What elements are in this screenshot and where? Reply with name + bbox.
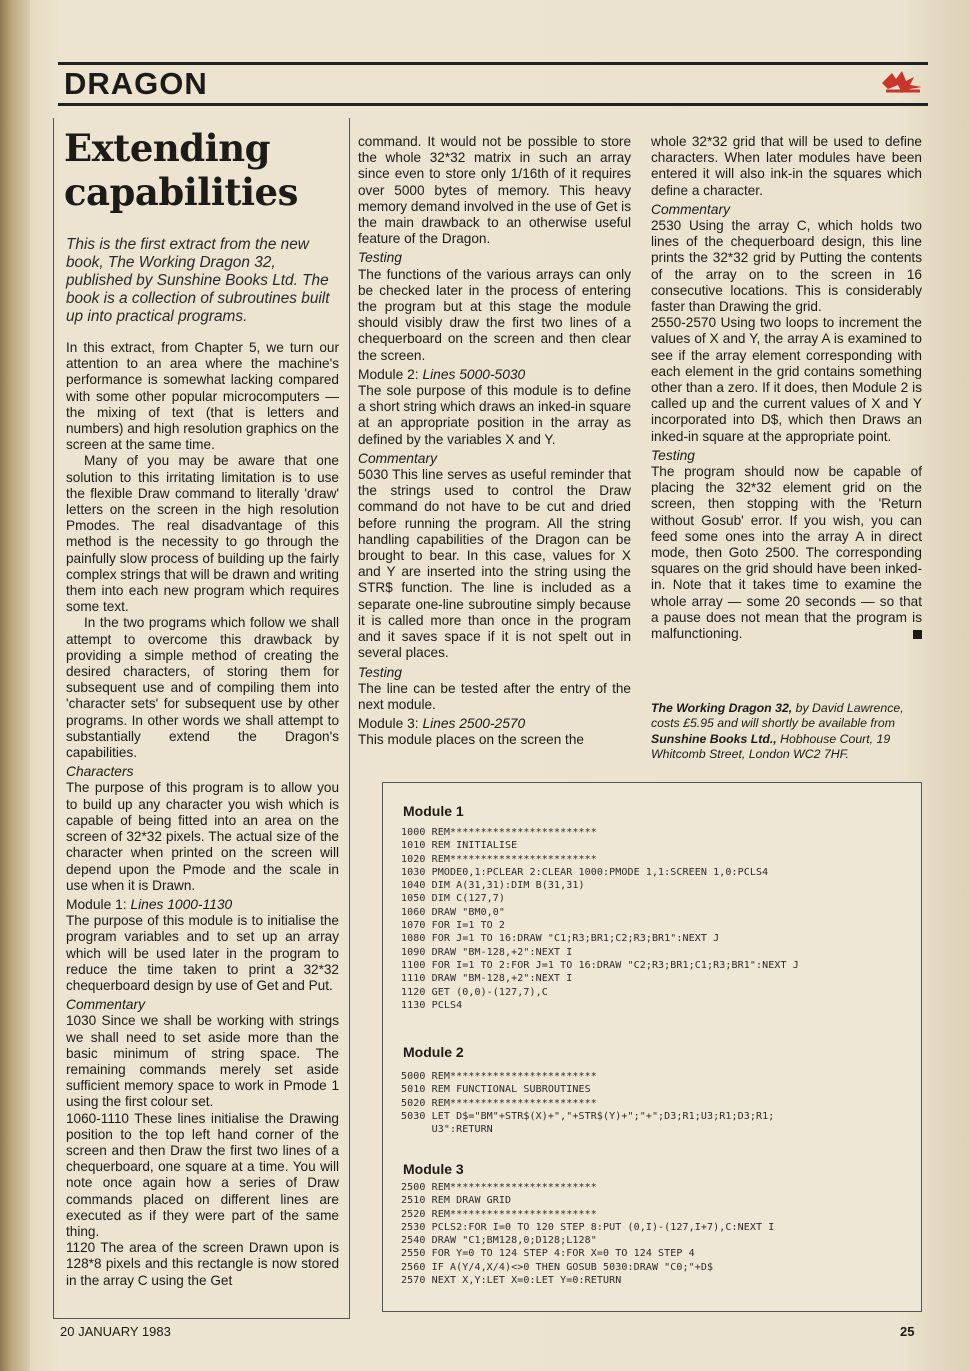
title-line-1: Extending (64, 126, 270, 170)
module-label: Module 2: (358, 366, 419, 382)
listing-module-1-title: Module 1 (403, 803, 464, 819)
subheading-testing: Testing (651, 447, 695, 463)
subheading-commentary: Commentary (66, 997, 145, 1013)
book-credit (651, 701, 923, 763)
listing-module-3-title: Module 3 (403, 1161, 464, 1177)
page-number: 25 (900, 1324, 915, 1339)
module-lines: Lines 1000-1130 (130, 896, 233, 912)
column-3 (651, 134, 922, 642)
credit-address: Hobhouse Court, 19 Whitcomb Street, London WC2 7HF. (651, 731, 891, 762)
program-listing-box (382, 782, 922, 1312)
column-2 (358, 134, 631, 749)
section-title: DRAGON (64, 66, 208, 101)
module-lines: Lines 5000-5030 (422, 366, 526, 382)
paragraph: whole 32*32 grid that will be used to define characters. When later modules have been entered it will also ink-in the squares which define a character. (651, 134, 922, 198)
column-1 (66, 340, 339, 1289)
paragraph: The line can be tested after the entry of the next module. (358, 680, 631, 712)
page-spine-shadow (0, 0, 30, 1371)
listing-module-1-code: 1000 REM************************ 1010 REM INITIALISE 1020 REM************************ 1030 PMODE0,1:PCLEAR 2:CLEAR 1000:PMODE 1,1:SCREEN 1,0:PCLS4 1040 DIM A(31,31):DIM B(31,31) 1050 DIM C(127,7) 1060 DRAW "BM0,0" 1070 FOR I=1 TO 2 1080 FOR J=1 TO 16:DRAW "C1;R3;BR1;C2;R3;BR1":NEXT J 1090 DRAW "BM-128,+2":NEXT I 1100 FOR I=1 TO 2:FOR J=1 TO 16:DRAW "C2;R3;BR1;C1;R3;BR1":NEXT J 1110 DRAW "BM-128,+2":NEXT I 1120 GET (0,0)-(127,7),C 1130 PCLS4 (401, 827, 799, 1011)
subheading-module-2 (358, 367, 631, 383)
issue-date: 20 JANUARY 1983 (60, 1324, 171, 1339)
paragraph: 2550-2570 Using two loops to increment the values of X and Y, the array A is examined to see if the array element corresponding with each element in the grid contains something other than a zero. If it does, then Module 2 is called up and the current values of X and Y incorporated into D$, which then Draws an inked-in square at the appropriate point. (651, 315, 922, 444)
credit-text: by David Lawrence, costs £5.95 and will shortly be available from (651, 701, 904, 731)
paragraph: In this extract, from Chapter 5, we turn our attention to an area where the machine's performance is somewhat lacking compared with some other popular microcomputers — the mixing of text (that is letters and numbers) and high resolution graphics on the screen at the same time. (66, 340, 339, 453)
subheading-characters: Characters (66, 764, 134, 780)
subheading-testing: Testing (358, 250, 402, 266)
paragraph: 1030 Since we shall be working with strings we shall need to set aside more than the basic minimum of string space. The remaining commands merely set aside sufficient memory space to work in Pmode 1 using the first colour set. (66, 1013, 339, 1110)
subheading-commentary: Commentary (651, 201, 730, 217)
module-label: Module 1: (66, 896, 127, 912)
subheading-module-3 (358, 716, 631, 732)
paragraph: Many of you may be aware that one solution to this irritating limitation is to use the flexible Draw command to literally 'draw' letters on the screen in the high resolution Pmodes. The real disadvantage of this method is the necessity to go through the painfully slow process of building up the fairly complex strings that will be drawn and writing them into each new program which requires some text. (66, 453, 339, 615)
paragraph: The purpose of this module is to initialise the program variables and to set up an array which will be used later in the program to reduce the time taken to print a 32*32 chequerboard design by use of Get and Put. (66, 913, 339, 993)
title-line-2: capabilities (64, 170, 298, 214)
subheading-testing: Testing (358, 664, 402, 680)
subheading-commentary: Commentary (358, 450, 437, 466)
paragraph: The purpose of this program is to allow you to build up any character you wish which is capable of being fitted into an area on the screen of 32*32 pixels. The actual size of the character when printed on the screen will depend upon the Pmode and the scale in use when it is Drawn. (66, 780, 339, 893)
paragraph: The sole purpose of this module is to define a short string which draws an inked-in square at an appropriate position in the array as defined by the variables X and Y. (358, 383, 631, 447)
module-label: Module 3: (358, 716, 419, 732)
paragraph: 1060-1110 These lines initialise the Drawing position to the top left hand corner of the screen and then Draw the first two lines of a chequerboard, one square at a time. You will note once again how a series of Draw commands placed on different lines are executed as if they were part of the same thing. (66, 1110, 339, 1239)
listing-module-2-code: 5000 REM************************ 5010 REM FUNCTIONAL SUBROUTINES 5020 REM************************ 5030 LET D$="BM"+STR$(X)+","+STR$(Y)+";"+";D3;R1;U3;R1;D3;R1; U3":RETURN (401, 1071, 775, 1136)
credit-book-title: The Working Dragon 32, (651, 701, 793, 715)
paragraph: 5030 This line serves as useful reminder that the strings used to control the Draw command do not have to be cut and dried before running the program. All the string handling capabilities of the Dragon can be brought to bear. In this case, values for X and Y are inserted into the string using the STR$ function. The line is included as a separate one-line subroutine simply because it is called more than once in the program and it saves space if it is not spelt out in several places. (358, 467, 631, 661)
paragraph: The functions of the various arrays can only be checked later in the process of entering the program but at this stage the module should visibly draw the first two lines of a chequerboard on the screen and then clear the screen. (358, 266, 631, 363)
paragraph: In the two programs which follow we shall attempt to overcome this drawback by providing a simple method of creating the desired characters, of storing them for subsequent use and of compiling them into 'character sets' for subsequent use by other programs. In other words we shall attempt to substantially extend the Dragon's capabilities. (66, 615, 339, 761)
article-title (64, 126, 344, 214)
paragraph (651, 464, 922, 642)
listing-module-2-title: Module 2 (403, 1044, 464, 1060)
end-mark-icon (913, 630, 922, 639)
paragraph: This module places on the screen the (358, 732, 584, 748)
paragraph: 1120 The area of the screen Drawn upon is 128*8 pixels and this rectangle is now stored in the array C using the Get (66, 1240, 339, 1288)
module-lines: Lines 2500-2570 (422, 716, 526, 732)
credit-publisher: Sunshine Books Ltd., (651, 731, 777, 746)
subheading-module-1 (66, 897, 339, 913)
paragraph-text: The program should now be capable of placing the 32*32 element grid on the screen, then stopping with the 'Return without Gosub' error. If you wish, you can feed some ones into the array A in direct mode, then Goto 2500. The corresponding squares on the grid should have been inked-in. Note that it takes time to examine the whole array — some 20 seconds — so that a pause does not mean that the program is malfunctioning. (651, 464, 922, 642)
listing-module-3-code: 2500 REM************************ 2510 REM DRAW GRID 2520 REM************************ 2530 PCLS2:FOR I=0 TO 120 STEP 8:PUT (0,I)-(127,I+7),C:NEXT I 2540 DRAW "C1;BM128,0;D128;L128" 2550 FOR Y=0 TO 124 STEP 4:FOR X=0 TO 124 STEP 4 2560 IF A(Y/4,X/4)<>0 THEN GOSUB 5030:DRAW "C0;"+D$ 2570 NEXT X,Y:LET X=0:LET Y=0:RETURN (401, 1182, 775, 1287)
section-header (58, 62, 928, 106)
paragraph: command. It would not be possible to store the whole 32*32 matrix in such an array since even to store only 1/16th of it requires over 5000 bytes of memory. This heavy memory demand involved in the use of Get is the main drawback to an otherwise useful feature of the Dragon. (358, 134, 631, 247)
paragraph: 2530 Using the array C, which holds two lines of the chequerboard design, this line prints the 32*32 grid by Putting the contents of the array on to the screen in 16 consecutive locations. This is considerably faster than Drawing the grid. (651, 218, 922, 315)
dragon-logo-icon (880, 69, 924, 95)
article-standfirst: This is the first extract from the new book, The Working Dragon 32, published by Sunshine Books Ltd. The book is a collection of subroutines built up into practical programs. (66, 236, 330, 326)
